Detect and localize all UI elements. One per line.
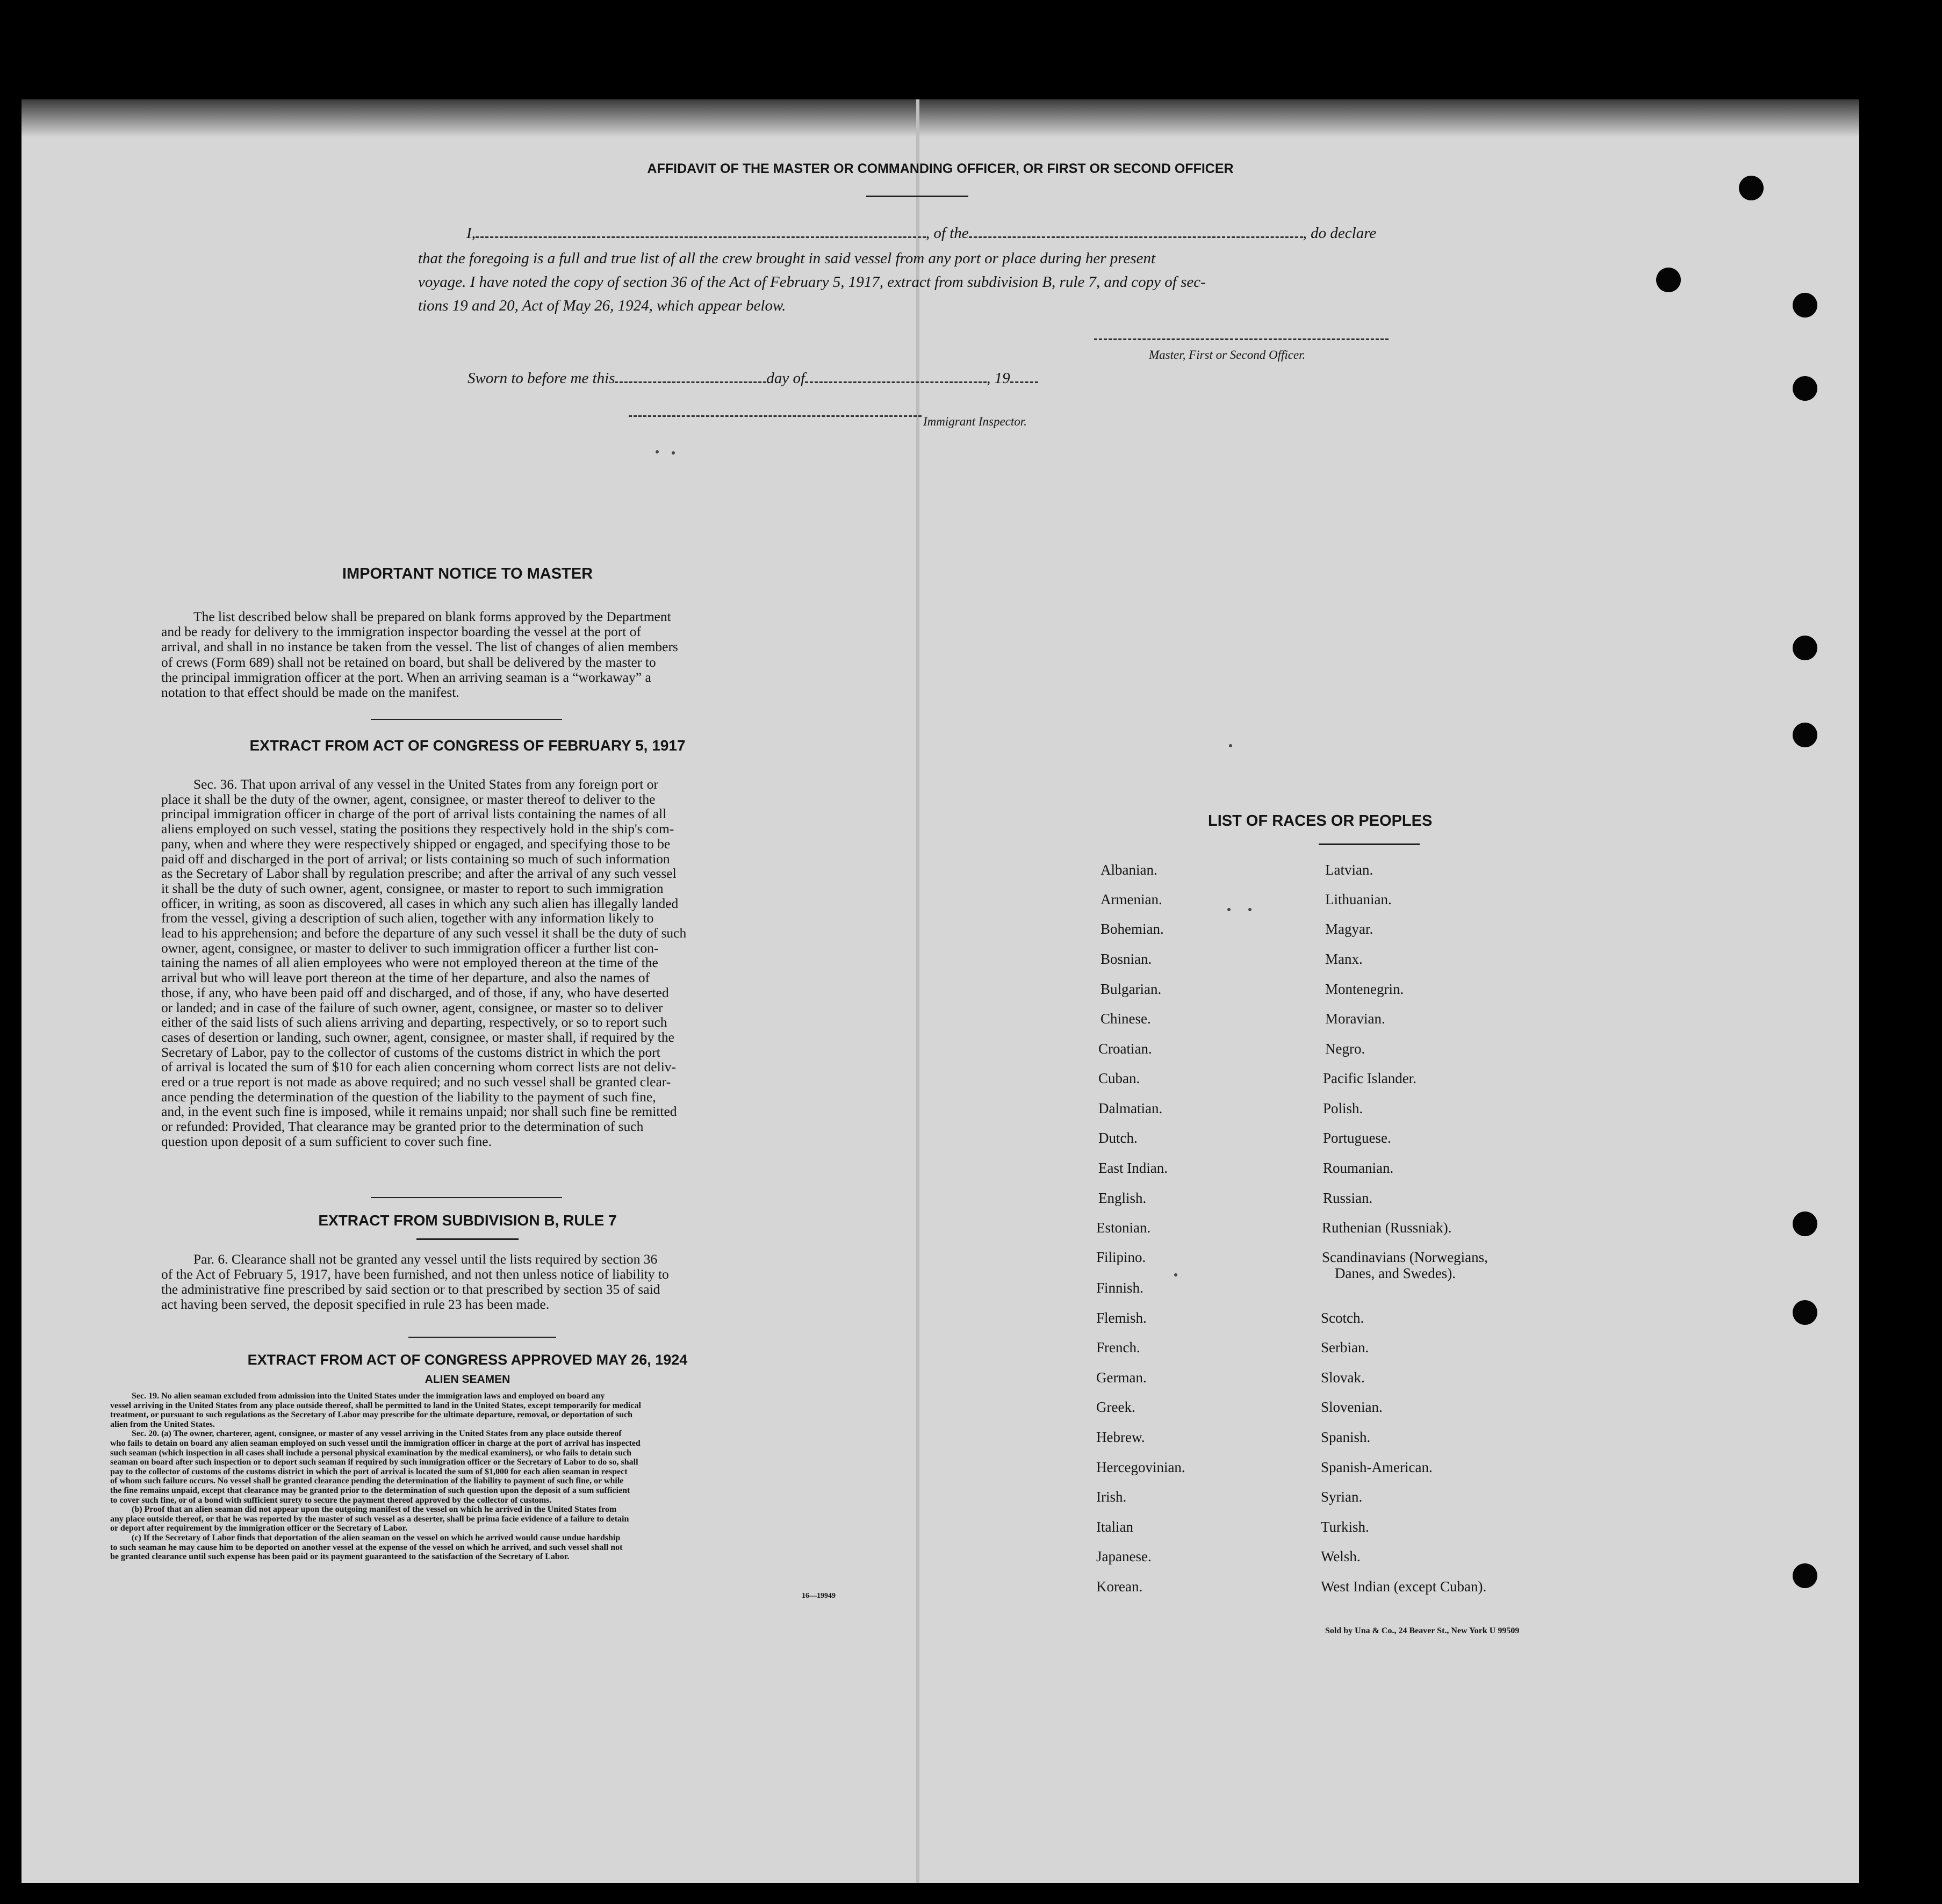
race-item: Bulgarian. (1101, 981, 1162, 997)
race-item: French. (1096, 1339, 1140, 1355)
race-item: Roumanian. (1323, 1160, 1394, 1176)
of-the-label: , of the (925, 225, 969, 242)
binder-hole (1739, 176, 1764, 200)
extract-1917-line: ance pending the determination of the question of the liability to the payment of such fine, (161, 1088, 656, 1105)
declaration-line3: voyage. I have noted the copy of section 36 of the Act of February 5, 1917, extract from subdivision B, rule 7, and copy of sec- (418, 273, 1206, 291)
race-item: Danes, and Swedes). (1335, 1265, 1456, 1281)
race-item: Polish. (1323, 1100, 1363, 1116)
race-item: Russian. (1323, 1190, 1373, 1206)
race-item: Armenian. (1101, 891, 1162, 907)
title-rule (866, 196, 968, 197)
extract-1917-title: EXTRACT FROM ACT OF CONGRESS OF FEBRUARY 5, 1917 (249, 737, 686, 754)
inspector-label: Immigrant Inspector. (923, 415, 1027, 428)
extract-1924-line: (b) Proof that an alien seaman did not appear upon the outgoing manifest of the vessel on which he arrived in the United States from (132, 1505, 617, 1514)
race-item: Japanese. (1096, 1548, 1152, 1564)
race-item: Lithuanian. (1325, 891, 1392, 907)
notice-line: notation to that effect should be made on the manifest. (161, 684, 459, 701)
section-rule (408, 1337, 556, 1338)
sworn-line (467, 370, 1038, 387)
race-item: German. (1096, 1369, 1147, 1386)
notice-line: of crews (Form 689) shall not be retained on board, but shall be delivered by the master to (161, 654, 656, 670)
race-item: Pacific Islander. (1323, 1070, 1416, 1086)
extract-1917-line: officer, in writing, as soon as discovered, all cases in which any such alien has illegally landed (161, 895, 679, 911)
binder-hole (1656, 268, 1681, 292)
year-label: , 19 (987, 370, 1010, 387)
race-item: Filipino. (1096, 1249, 1146, 1265)
day-of-label: day of (766, 370, 805, 387)
notice-line: and be ready for delivery to the immigration inspector boarding the vessel at the port of (161, 624, 641, 640)
ink-speck (672, 451, 675, 455)
race-item: East Indian. (1098, 1160, 1168, 1176)
ink-speck (1174, 1273, 1177, 1276)
binder-hole (1793, 293, 1817, 318)
extract-1924-line: (c) If the Secretary of Labor finds that deportation of the alien seaman on the vessel on which he arrived would cause undue hardship (132, 1533, 621, 1542)
extract-1917-line: cases of desertion or landing, such owner, agent, consignee, or master shall, if required by the (161, 1029, 674, 1045)
race-item: Slovenian. (1321, 1399, 1383, 1415)
extract-1917-line: lead to his apprehension; and before the departure of any such vessel it shall be the duty of such (161, 925, 687, 941)
rule7-line: Par. 6. Clearance shall not be granted any vessel until the lists required by section 36 (193, 1251, 658, 1267)
declaration-line2: that the foregoing is a full and true list of all the crew brought in said vessel from any port or place during her present (418, 250, 1156, 267)
extract-1917-line: or refunded: Provided, That clearance may be granted prior to the determination of such (161, 1119, 644, 1135)
race-item: Croatian. (1098, 1041, 1152, 1057)
race-item: Spanish-American. (1321, 1459, 1433, 1475)
extract-1924-line: seaman on board after such inspection or to deport such seaman if required by such immigration officer or the Secretary of Labor to do so, shall (110, 1458, 638, 1467)
race-item: Dutch. (1098, 1130, 1138, 1146)
extract-1917-line: question upon deposit of a sum sufficient to cover such fine. (161, 1133, 492, 1149)
race-item: Dalmatian. (1098, 1100, 1163, 1116)
race-item: Moravian. (1325, 1011, 1385, 1027)
race-item: Spanish. (1321, 1429, 1371, 1445)
extract-1924-line: vessel arriving in the United States from any place outside thereof, shall be permitted to land in the United States, except temporarily for medical (110, 1401, 641, 1410)
sheet-top-shadow (21, 99, 1859, 137)
extract-1917-line: from the vessel, giving a description of such alien, together with any information likely to (161, 910, 654, 926)
binder-hole (1793, 1211, 1817, 1236)
notice-line: the principal immigration officer at the port. When an arriving seaman is a “workaway” a (161, 669, 651, 685)
binder-hole (1793, 1300, 1817, 1325)
extract-1924-line: to such seaman he may cause him to be deported on another vessel at the expense of the vessel on which he arrived, and such vessel shall not (110, 1542, 623, 1552)
notice-line: The list described below shall be prepared on blank forms approved by the Department (193, 609, 671, 624)
rule7-line: of the Act of February 5, 1917, have been furnished, and not then unless notice of liability to (161, 1266, 669, 1282)
race-item: Ruthenian (Russniak). (1322, 1220, 1452, 1236)
extract-1917-line: pany, when and where they were respectively shipped or engaged, and specifying those to be (161, 835, 671, 852)
extract-1924-line: to cover such fine, or of a bond with sufficient surety to secure the payment thereof approved by the collector of customs. (110, 1495, 552, 1505)
inspector-signature-line[interactable] (629, 415, 922, 417)
extract-1917-line: aliens employed on such vessel, stating the positions they respectively hold in the ship's com- (161, 821, 674, 837)
extract-1924-title: EXTRACT FROM ACT OF CONGRESS APPROVED MAY 26, 1924 (247, 1352, 688, 1368)
race-item: Slovak. (1321, 1369, 1365, 1386)
race-item: Latvian. (1325, 862, 1373, 878)
race-item: Welsh. (1321, 1548, 1361, 1564)
ink-speck (1227, 908, 1231, 911)
extract-1917-line: those, if any, who have been paid off and discharged, and of those, if any, who have deserted (161, 984, 669, 1000)
title-rule (1319, 843, 1420, 845)
section-rule (371, 719, 562, 720)
extract-1917-line: principal immigration officer in charge of the port of arrival lists containing the names of all (161, 806, 667, 822)
race-item: Cuban. (1098, 1070, 1140, 1086)
race-item: Scotch. (1321, 1310, 1364, 1326)
day-blank[interactable] (615, 381, 766, 383)
notice-line: arrival, and shall in no instance be taken from the vessel. The list of changes of alien members (161, 639, 678, 655)
form-number: 16—19949 (802, 1592, 836, 1600)
binder-hole (1793, 376, 1817, 401)
extract-1924-line: pay to the collector of customs of the customs district in which the port of arrival is located the sum of $1,000 for each alien seaman in respect (110, 1467, 628, 1476)
race-item: Chinese. (1101, 1011, 1151, 1027)
race-item: Estonian. (1096, 1220, 1151, 1236)
extract-1917-line: of arrival is located the sum of $10 for each alien concerning whom correct lists are not deliv- (161, 1059, 677, 1075)
race-item: Flemish. (1096, 1310, 1147, 1326)
race-item: Hercegovinian. (1096, 1459, 1185, 1475)
extract-1924-line: treatment, or pursuant to such regulations as the Secretary of Labor may prescribe for the ultimate departure, removal, or deportation of such (110, 1410, 633, 1420)
extract-1917-line: paid off and discharged in the port of arrival; or lists containing so much of such information (161, 850, 670, 867)
binder-hole (1793, 1563, 1817, 1588)
extract-1917-line: or landed; and in case of the failure of such owner, agent, consignee, or master so to deliver (161, 999, 663, 1015)
section-rule (371, 1197, 562, 1198)
extract-1917-line: ered or a true report is not made as above required; and no such vessel shall be granted clear- (161, 1074, 671, 1090)
race-item: Negro. (1325, 1041, 1365, 1057)
declaration-line4: tions 19 and 20, Act of May 26, 1924, which appear below. (418, 297, 786, 314)
ink-speck (1248, 908, 1251, 911)
race-item: Hebrew. (1096, 1429, 1145, 1445)
extract-1917-body (161, 777, 768, 1149)
extract-1924-line: Sec. 20. (a) The owner, charterer, agent, consignee, or master of any vessel arriving in the United States from any place outside thereof (132, 1429, 622, 1439)
i-label: I, (466, 225, 476, 242)
extract-1924-line: be granted clearance until such expense has been paid or its payment guaranteed to the satisfaction of the Secretary of Labor. (110, 1552, 570, 1562)
ink-speck (1229, 744, 1232, 747)
race-item: Turkish. (1321, 1519, 1369, 1535)
extract-1924-subtitle: ALIEN SEAMEN (425, 1373, 510, 1386)
extract-1924-line: alien from the United States. (110, 1419, 215, 1429)
rule7-line: act having been served, the deposit specified in rule 23 has been made. (161, 1296, 550, 1312)
race-item: Serbian. (1321, 1339, 1369, 1355)
extract-1924-line: who fails to detain on board any alien seaman employed on such vessel until the immigration officer in charge at the port of arrival has inspected (110, 1438, 641, 1448)
center-fold (916, 99, 919, 1883)
master-signature-line[interactable] (1094, 338, 1389, 340)
race-item: Irish. (1096, 1489, 1127, 1505)
races-title: LIST OF RACES OR PEOPLES (1208, 812, 1433, 830)
race-item: West Indian (except Cuban). (1321, 1578, 1487, 1595)
extract-1917-line: Secretary of Labor, pay to the collector of customs of the customs district in which the port (161, 1044, 660, 1060)
month-blank[interactable] (805, 381, 987, 383)
race-item: Bosnian. (1101, 951, 1152, 967)
extract-1924-line: Sec. 19. No alien seaman excluded from admission into the United States under the immigration laws and employed on board any (132, 1391, 605, 1401)
extract-1917-line: and, in the event such fine is imposed, while it remains unpaid; nor shall such fine be remitted (161, 1104, 677, 1120)
declaration-line1 (466, 225, 1420, 242)
race-item: Greek. (1096, 1399, 1135, 1415)
do-declare-label: , do declare (1303, 225, 1377, 242)
notice-title: IMPORTANT NOTICE TO MASTER (342, 565, 593, 582)
extract-1924-line: any place outside thereof, or that he was reported by the master of such vessel as a deserter, shall be prima facie evidence of a failure to detain (110, 1514, 629, 1524)
extract-1917-line: Sec. 36. That upon arrival of any vessel in the United States from any foreign port or (193, 776, 658, 792)
extract-1917-line: place it shall be the duty of the owner, agent, consignee, or master thereof to deliver to the (161, 791, 656, 807)
race-item: Italian (1096, 1519, 1133, 1535)
year-blank[interactable] (1010, 381, 1038, 383)
vessel-blank[interactable] (969, 236, 1303, 238)
affidavit-title: AFFIDAVIT OF THE MASTER OR COMMANDING OFFICER, OR FIRST OR SECOND OFFICER (647, 161, 1234, 176)
name-blank[interactable] (476, 236, 926, 238)
race-item: Syrian. (1321, 1489, 1363, 1505)
binder-hole (1793, 636, 1817, 660)
printer-footer: Sold by Una & Co., 24 Beaver St., New York U 99509 (1325, 1626, 1520, 1635)
extract-1917-line: arrival but who will leave port thereon at the time of her departure, and also the names of (161, 970, 650, 986)
extract-rule7-title: EXTRACT FROM SUBDIVISION B, RULE 7 (318, 1212, 617, 1229)
extract-rule7-body (161, 1252, 768, 1312)
race-item: Korean. (1096, 1578, 1143, 1595)
extract-1917-line: owner, agent, consignee, or master to deliver to such immigration officer a further list con- (161, 940, 659, 956)
notice-body (161, 609, 768, 700)
extract-1924-body (110, 1391, 865, 1562)
race-item: Montenegrin. (1325, 981, 1404, 997)
race-item: Scandinavians (Norwegians, (1322, 1249, 1488, 1265)
extract-1924-line: of whom such failure occurs. No vessel shall be granted clearance pending the determination of the liability to payment of such fine, or while (110, 1476, 624, 1486)
extract-1917-line: as the Secretary of Labor shall by regulation prescribe; and after the arrival of any such vessel (161, 866, 677, 882)
master-label: Master, First or Second Officer. (1149, 348, 1306, 362)
rule7-line: the administrative fine prescribed by said section or to that prescribed by section 35 of said (161, 1281, 660, 1297)
extract-1924-line: or deport after requirement by the immigration officer or the Secretary of Labor. (110, 1524, 408, 1533)
race-item: Finnish. (1096, 1280, 1143, 1296)
extract-1924-line: such seaman (which inspection in all cases shall include a personal physical examination by the medical examiners), or who fails to detain such (110, 1448, 631, 1458)
extract-1917-line: it shall be the duty of such owner, agent, consignee, or master to report to such immigration (161, 880, 664, 896)
extract-1924-line: the fine remains unpaid, except that clearance may be granted prior to the determination of such question upon the deposit of a sum sufficient (110, 1485, 630, 1495)
ink-speck (656, 450, 659, 453)
title-rule (416, 1238, 519, 1240)
extract-1917-line: either of the said lists of such aliens arriving and departing, respectively, or so to report such (161, 1014, 667, 1030)
sworn-label: Sworn to before me this (467, 370, 615, 387)
race-item: English. (1098, 1190, 1147, 1206)
binder-hole (1793, 723, 1817, 747)
race-item: Albanian. (1101, 862, 1157, 878)
race-item: Magyar. (1325, 921, 1373, 937)
race-item: Manx. (1325, 951, 1363, 967)
extract-1917-line: taining the names of all alien employees who were not employed thereon at the time of the (161, 955, 658, 971)
race-item: Bohemian. (1101, 921, 1164, 937)
race-item: Portuguese. (1323, 1130, 1391, 1146)
